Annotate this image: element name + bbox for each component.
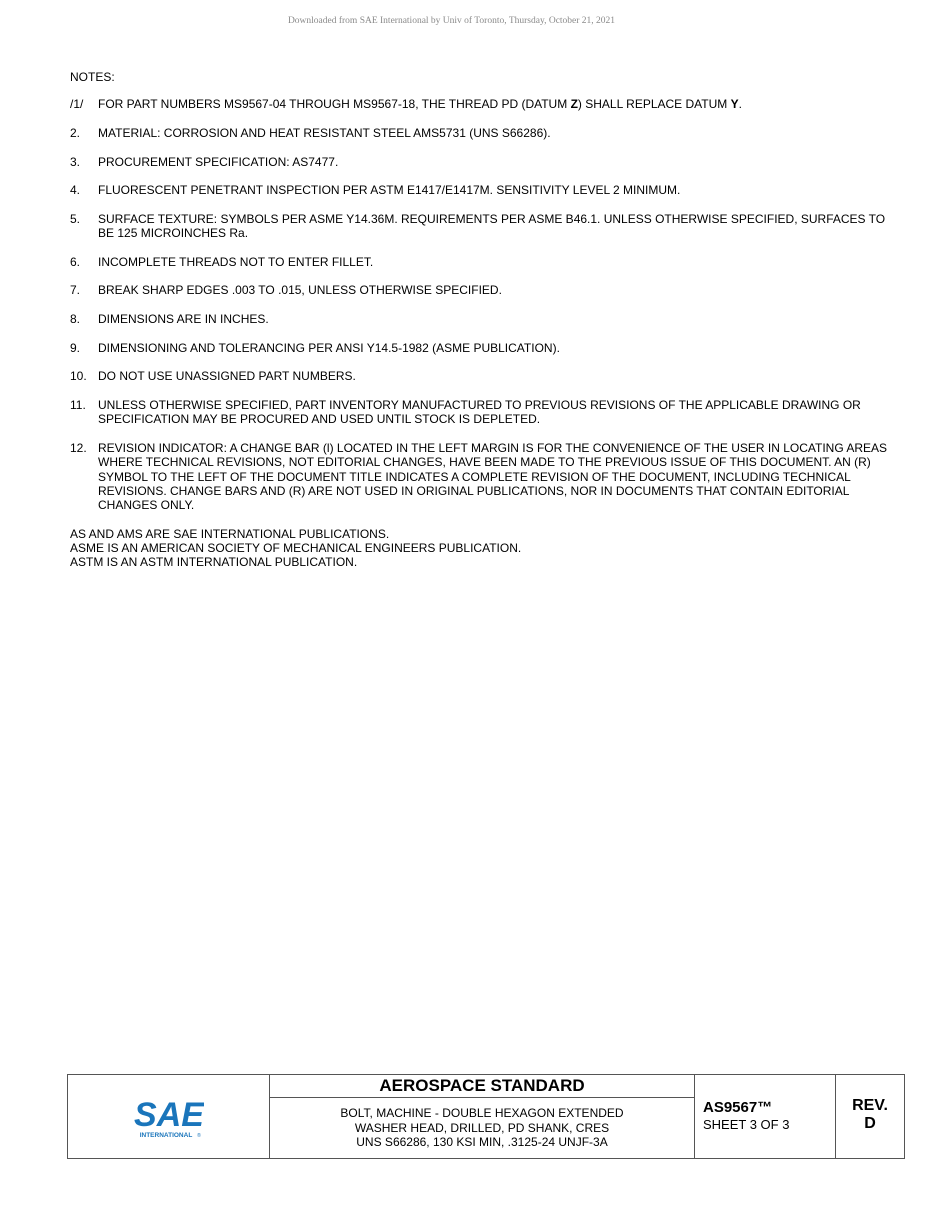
note-number: 11. xyxy=(70,397,86,412)
description-line: UNS S66286, 130 KSI MIN, .3125-24 UNJF-3A xyxy=(356,1135,608,1149)
note-text: PROCUREMENT SPECIFICATION: AS7477. xyxy=(98,154,339,169)
note-number: 4. xyxy=(70,183,81,198)
note-number: 8. xyxy=(70,311,81,326)
title-block xyxy=(67,1074,905,1159)
note-item xyxy=(70,369,890,383)
standard-title: AEROSPACE STANDARD xyxy=(270,1075,694,1098)
note-item xyxy=(70,126,890,140)
note-text: DIMENSIONING AND TOLERANCING PER ANSI Y14.5-1982 (ASME PUBLICATION). xyxy=(98,340,560,355)
note-number: 9. xyxy=(70,340,81,355)
note-text: REVISION INDICATOR: A CHANGE BAR (l) LOCATED IN THE LEFT MARGIN IS FOR THE CONVENIENCE OF THE USER IN LOCATING AREAS WHERE TECHNICAL REVISIONS, NOT EDITORIAL CHANGES, HAVE BEEN MADE TO THE PREVIOUS ISSUE OF THIS DOCUMENT. AN (R) SYMBOL TO THE LEFT OF THE DOCUMENT TITLE INDICATES A COMPLETE REVISION OF THE DOCUMENT, INCLUDING TECHNICAL REVISIONS. CHANGE BARS AND (R) ARE NOT USED IN ORIGINAL PUBLICATIONS, NOR IN DOCUMENTS THAT CONTAIN EDITORIAL CHANGES ONLY. xyxy=(98,440,888,513)
note-number: 2. xyxy=(70,126,81,140)
datum-y-label: Y xyxy=(730,97,739,112)
revision-value: D xyxy=(864,1115,876,1132)
note-item xyxy=(70,212,890,241)
note-item xyxy=(70,441,890,513)
note-number: 7. xyxy=(70,283,81,298)
note-number: 10. xyxy=(70,369,87,384)
note-item xyxy=(70,255,890,269)
document-number: AS9567™ xyxy=(703,1099,773,1116)
title-cell xyxy=(270,1075,695,1158)
note-item xyxy=(70,283,890,297)
logo-subtext: INTERNATIONAL xyxy=(139,1131,192,1139)
note-number: 3. xyxy=(70,154,81,169)
note-item xyxy=(70,155,890,169)
note-item xyxy=(70,312,890,326)
note-text: SURFACE TEXTURE: SYMBOLS PER ASME Y14.36M. REQUIREMENTS PER ASME B46.1. UNLESS OTHERWISE SPECIFIED, SURFACES TO BE 125 MICROINCHES Ra. xyxy=(98,211,886,241)
note-item xyxy=(70,398,890,427)
note-number: 12. xyxy=(70,440,87,455)
note-item xyxy=(70,341,890,355)
note-item xyxy=(70,97,890,111)
note-text-part: . xyxy=(738,97,742,112)
datum-z-label: Z xyxy=(570,97,578,112)
logo-text: SAE xyxy=(133,1095,204,1134)
sheet-number: SHEET 3 OF 3 xyxy=(703,1117,790,1132)
description-line: WASHER HEAD, DRILLED, PD SHANK, CRES xyxy=(354,1120,610,1135)
document-number-cell xyxy=(695,1075,836,1158)
publication-line: ASTM IS AN ASTM INTERNATIONAL PUBLICATION. xyxy=(70,555,358,570)
revision-cell xyxy=(836,1075,904,1158)
note-text xyxy=(98,97,890,111)
publications-list xyxy=(70,527,890,570)
note-text-part: FOR PART NUMBERS MS9567-04 THROUGH MS9567-18, THE THREAD PD (DATUM xyxy=(98,97,571,112)
note-text: UNLESS OTHERWISE SPECIFIED, PART INVENTORY MANUFACTURED TO PREVIOUS REVISIONS OF THE APPLICABLE DRAWING OR SPECIFICATION MAY BE PROCURED AND USED UNTIL STOCK IS DEPLETED. xyxy=(98,397,861,427)
download-notice: Downloaded from SAE International by Univ of Toronto, Thursday, October 21, 2021 xyxy=(287,16,616,26)
part-description xyxy=(270,1098,694,1150)
notes-title: NOTES: xyxy=(70,70,115,84)
note-number: 6. xyxy=(70,254,81,269)
sae-logo xyxy=(134,1094,204,1140)
note-number: /1/ xyxy=(70,97,84,112)
note-text: BREAK SHARP EDGES .003 TO .015, UNLESS OTHERWISE SPECIFIED. xyxy=(98,283,502,298)
publication-line: AS AND AMS ARE SAE INTERNATIONAL PUBLICATIONS. xyxy=(70,526,390,541)
logo-registered-mark: ® xyxy=(196,1132,201,1139)
description-line: BOLT, MACHINE - DOUBLE HEXAGON EXTENDED xyxy=(340,1106,624,1120)
note-number: 5. xyxy=(70,211,81,226)
revision-label: REV. xyxy=(852,1097,888,1114)
note-text: FLUORESCENT PENETRANT INSPECTION PER ASTM E1417/E1417M. SENSITIVITY LEVEL 2 MINIMUM. xyxy=(98,183,681,198)
note-text: DO NOT USE UNASSIGNED PART NUMBERS. xyxy=(98,369,356,384)
notes-section xyxy=(70,70,890,570)
note-text: MATERIAL: CORROSION AND HEAT RESISTANT STEEL AMS5731 (UNS S66286). xyxy=(98,126,551,140)
note-text: DIMENSIONS ARE IN INCHES. xyxy=(98,311,269,326)
note-text-part: ) SHALL REPLACE DATUM xyxy=(577,97,731,112)
note-text: INCOMPLETE THREADS NOT TO ENTER FILLET. xyxy=(98,254,374,269)
note-item xyxy=(70,183,890,197)
publication-line: ASME IS AN AMERICAN SOCIETY OF MECHANICAL ENGINEERS PUBLICATION. xyxy=(70,541,522,556)
logo-cell xyxy=(68,1075,270,1158)
